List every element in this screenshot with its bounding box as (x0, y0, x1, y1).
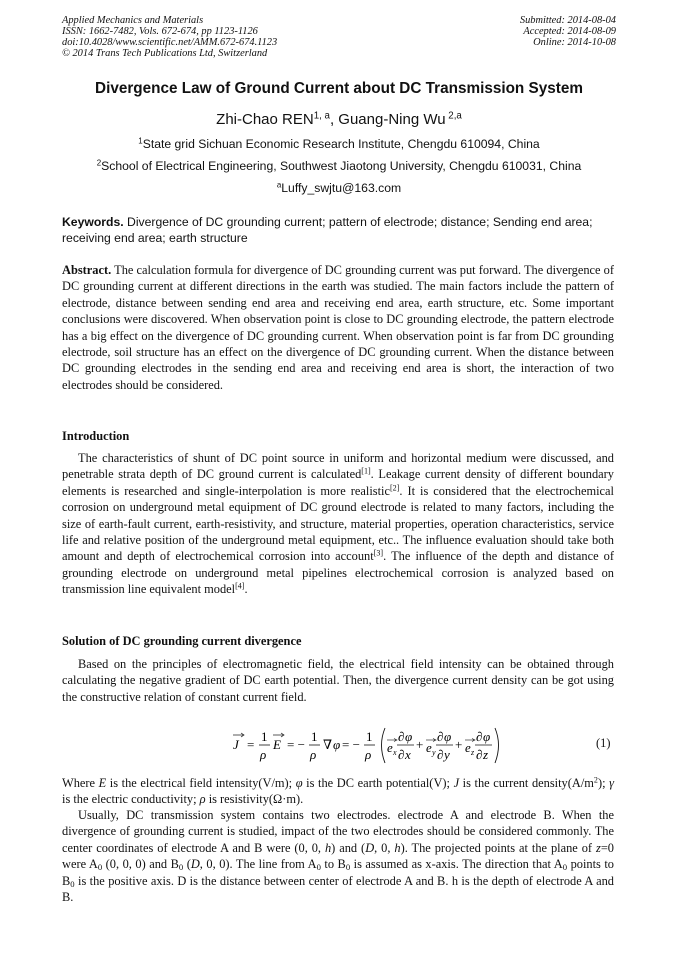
equation-1 (230, 722, 520, 768)
svg-text:1: 1 (311, 729, 318, 744)
journal-header (62, 15, 277, 59)
svg-text:+: + (455, 737, 463, 752)
where-text: is resistivity(Ω·m). (205, 792, 304, 807)
intro-text-4: . The influence of the depth and distance of grounding electrode on underground metal pipelines electrochemical corrosion is analyzed based on transmission line equivalent model (62, 549, 614, 597)
svg-text:=: = (247, 737, 255, 752)
author-2: Guang-Ning Wu (338, 111, 446, 128)
author-1-sup: 1, a (313, 110, 330, 122)
dates-header (520, 15, 616, 48)
introduction-paragraph (62, 450, 614, 598)
author-2-sup: 2,a (445, 110, 462, 122)
affiliation-1-text: State grid Sichuan Economic Research Institute, Chengdu 610094, China (142, 137, 540, 151)
citation-1: [1] (361, 466, 371, 476)
where-paragraph (62, 775, 614, 808)
subscript: 0 (178, 862, 184, 873)
svg-text:z: z (471, 748, 475, 757)
svg-text:1: 1 (366, 729, 373, 744)
intro-text-3: . It is considered that the electrochemical corrosion on underground metal equipment of DC ground electrode is related to many factors, including the size of earth-fault current, earth-resistivity, and structure, material properties, operation characteristics, service life and relative position of the underground metal equipment, etc.. The influence evaluation should take both amount and depth of electrochemical corrosion into account (62, 483, 615, 564)
affiliation-2 (0, 159, 678, 173)
svg-text:∂: ∂ (476, 729, 483, 744)
para-text: points to B (62, 857, 614, 888)
intro-text-2: . Leakage current density of different boundary elements is researched and single-interpolation is more realistic (62, 467, 614, 498)
issn-line: ISSN: 1662-7482, Vols. 672-674, pp 1123-1126 (62, 26, 258, 37)
svg-text:z: z (483, 747, 489, 762)
email-text: Luffy_swjtu@163.com (281, 181, 402, 195)
para-text: ( (183, 857, 191, 872)
subscript: 0 (562, 862, 568, 873)
symbol-rho: ρ (199, 792, 206, 807)
symbol-e: E (98, 776, 107, 790)
symbol-phi: φ (295, 776, 303, 790)
para-text: (0, 0, 0) and B (102, 857, 179, 872)
intro-text-5: . (244, 582, 248, 597)
unit-exponent: 2 (593, 775, 598, 785)
keywords (62, 215, 614, 246)
svg-text:ρ: ρ (365, 747, 372, 762)
symbol-j: J (453, 776, 460, 790)
journal-name: Applied Mechanics and Materials (62, 15, 204, 26)
symbol-h: h (324, 840, 332, 855)
author-separator: , (329, 111, 339, 128)
svg-text:ρ: ρ (260, 747, 267, 762)
svg-text:= −: = − (287, 737, 305, 752)
where-text: ); (597, 776, 610, 790)
solution-paragraph: Based on the principles of electromagnetic field, the electrical field intensity can be obtained through calculating the negative gradient of DC earth potential. Then, the divergence current density can be got using the constructive relation of constant current field. (62, 657, 614, 704)
symbol-d: D (365, 840, 375, 855)
para-text: , 0, (374, 840, 395, 855)
author-line (0, 111, 678, 128)
subscript: 0 (70, 878, 75, 889)
svg-text:E: E (273, 737, 281, 752)
svg-text:∇: ∇ (323, 737, 333, 752)
doi-line: doi:10.4028/www.scientific.net/AMM.672-674.1123 (62, 37, 278, 48)
introduction-heading: Introduction (62, 429, 130, 443)
svg-text:φ: φ (333, 737, 341, 752)
svg-text:∂: ∂ (476, 747, 483, 762)
svg-text:∂: ∂ (437, 729, 444, 744)
symbol-z: z (595, 840, 601, 855)
email-line (0, 181, 678, 195)
copyright-line: © 2014 Trans Tech Publications Ltd, Switzerland (62, 48, 268, 59)
author-1: Zhi-Chao REN (216, 111, 314, 128)
svg-text:e: e (426, 740, 432, 755)
svg-text:y: y (444, 747, 450, 762)
keywords-label: Keywords. (62, 215, 124, 229)
electrodes-paragraph (62, 807, 614, 905)
affiliation-1-sup: 1 (138, 136, 143, 146)
svg-text:φ: φ (444, 729, 452, 744)
para-text: , 0, 0). The line from A (199, 857, 317, 872)
where-text: is the current density(A/m (459, 776, 594, 790)
para-text: ) and ( (331, 840, 366, 855)
svg-text:φ: φ (405, 729, 413, 744)
svg-text:∂: ∂ (398, 729, 405, 744)
para-text: =0 were A (62, 840, 614, 872)
citation-4: [4] (235, 581, 245, 591)
svg-text:ρ: ρ (310, 747, 317, 762)
svg-text:+: + (416, 737, 424, 752)
svg-text:= −: = − (342, 737, 360, 752)
para-text: is the positive axis. D is the distance between center of electrode A and B. h is the depth of electrode A and B. (62, 873, 614, 905)
symbol-gamma: γ (609, 776, 614, 790)
affiliation-2-sup: 2 (96, 158, 102, 168)
citation-2: [2] (390, 483, 400, 493)
para-text: ). The projected points at the plane of (400, 840, 596, 855)
citation-3: [3] (373, 549, 384, 559)
subscript: 0 (97, 862, 103, 873)
svg-text:x: x (405, 747, 411, 762)
accepted-date: Accepted: 2014-08-09 (523, 26, 616, 37)
where-text: Where (62, 776, 99, 790)
svg-text:e: e (465, 740, 471, 755)
abstract (62, 262, 614, 393)
intro-text-1: The characteristics of shunt of DC point source in uniform and horizontal medium were discussed, and penetrable strata depth of DC ground current is calculated (62, 451, 614, 482)
svg-text:y: y (432, 748, 436, 757)
keywords-text: Divergence of DC grounding current; pattern of electrode; distance; Sending end area; receiving end area; earth structure (62, 215, 593, 245)
where-text: is the electric conductivity; (62, 792, 200, 807)
affiliation-1 (0, 137, 678, 151)
affiliation-2-text: School of Electrical Engineering, Southwest Jiaotong University, Chengdu 610031, China (101, 159, 582, 173)
abstract-text: The calculation formula for divergence of DC grounding current was put forward. The divergence of DC grounding current at different directions in the earth was studied. The main factors include the pattern of electrode, distance between sending end area and receiving end area, earth structure, etc. Some important conclusions were discovered. When observation point is close to DC grounding electrode, the pattern electrode has a big effect on the divergence of DC grounding current. When observation point is far from DC grounding electrode, soil structure has an effect on the divergence of DC grounding current. When the distance between DC grounding electrodes in the sending end area and receiving end area is short, the interaction of two electrodes should be considered. (62, 263, 614, 392)
equation-number: (1) (596, 736, 611, 750)
online-date: Online: 2014-10-08 (533, 37, 616, 48)
paper-title: Divergence Law of Ground Current about DC Transmission System (95, 80, 583, 97)
solution-heading: Solution of DC grounding current divergence (62, 634, 302, 648)
email-sup: a (276, 180, 282, 190)
symbol-d: D (190, 857, 200, 872)
symbol-h: h (394, 840, 401, 855)
svg-text:1: 1 (261, 729, 268, 744)
svg-text:φ: φ (483, 729, 491, 744)
svg-text:J: J (233, 737, 239, 752)
where-text: is the electrical field intensity(V/m); (106, 776, 296, 790)
para-text: to B (320, 857, 346, 872)
svg-text:∂: ∂ (398, 747, 405, 762)
subscript: 0 (316, 862, 321, 873)
subscript: 0 (345, 862, 351, 873)
where-text: is the DC earth potential(V); (302, 776, 454, 790)
para-text: Usually, DC transmission system contains two electrodes. electrode A and electrode B. When the divergence of grounding current is studied, impact of the two electrodes should be considered commonly. The center coordinates of electrode A and B were (0, 0, (62, 808, 614, 855)
para-text: is assumed as x-axis. The direction that A (350, 857, 563, 872)
svg-text:x: x (393, 748, 397, 757)
svg-text:∂: ∂ (437, 747, 444, 762)
abstract-label: Abstract. (62, 263, 112, 277)
svg-text:e: e (387, 740, 393, 755)
submitted-date: Submitted: 2014-08-04 (519, 15, 616, 26)
